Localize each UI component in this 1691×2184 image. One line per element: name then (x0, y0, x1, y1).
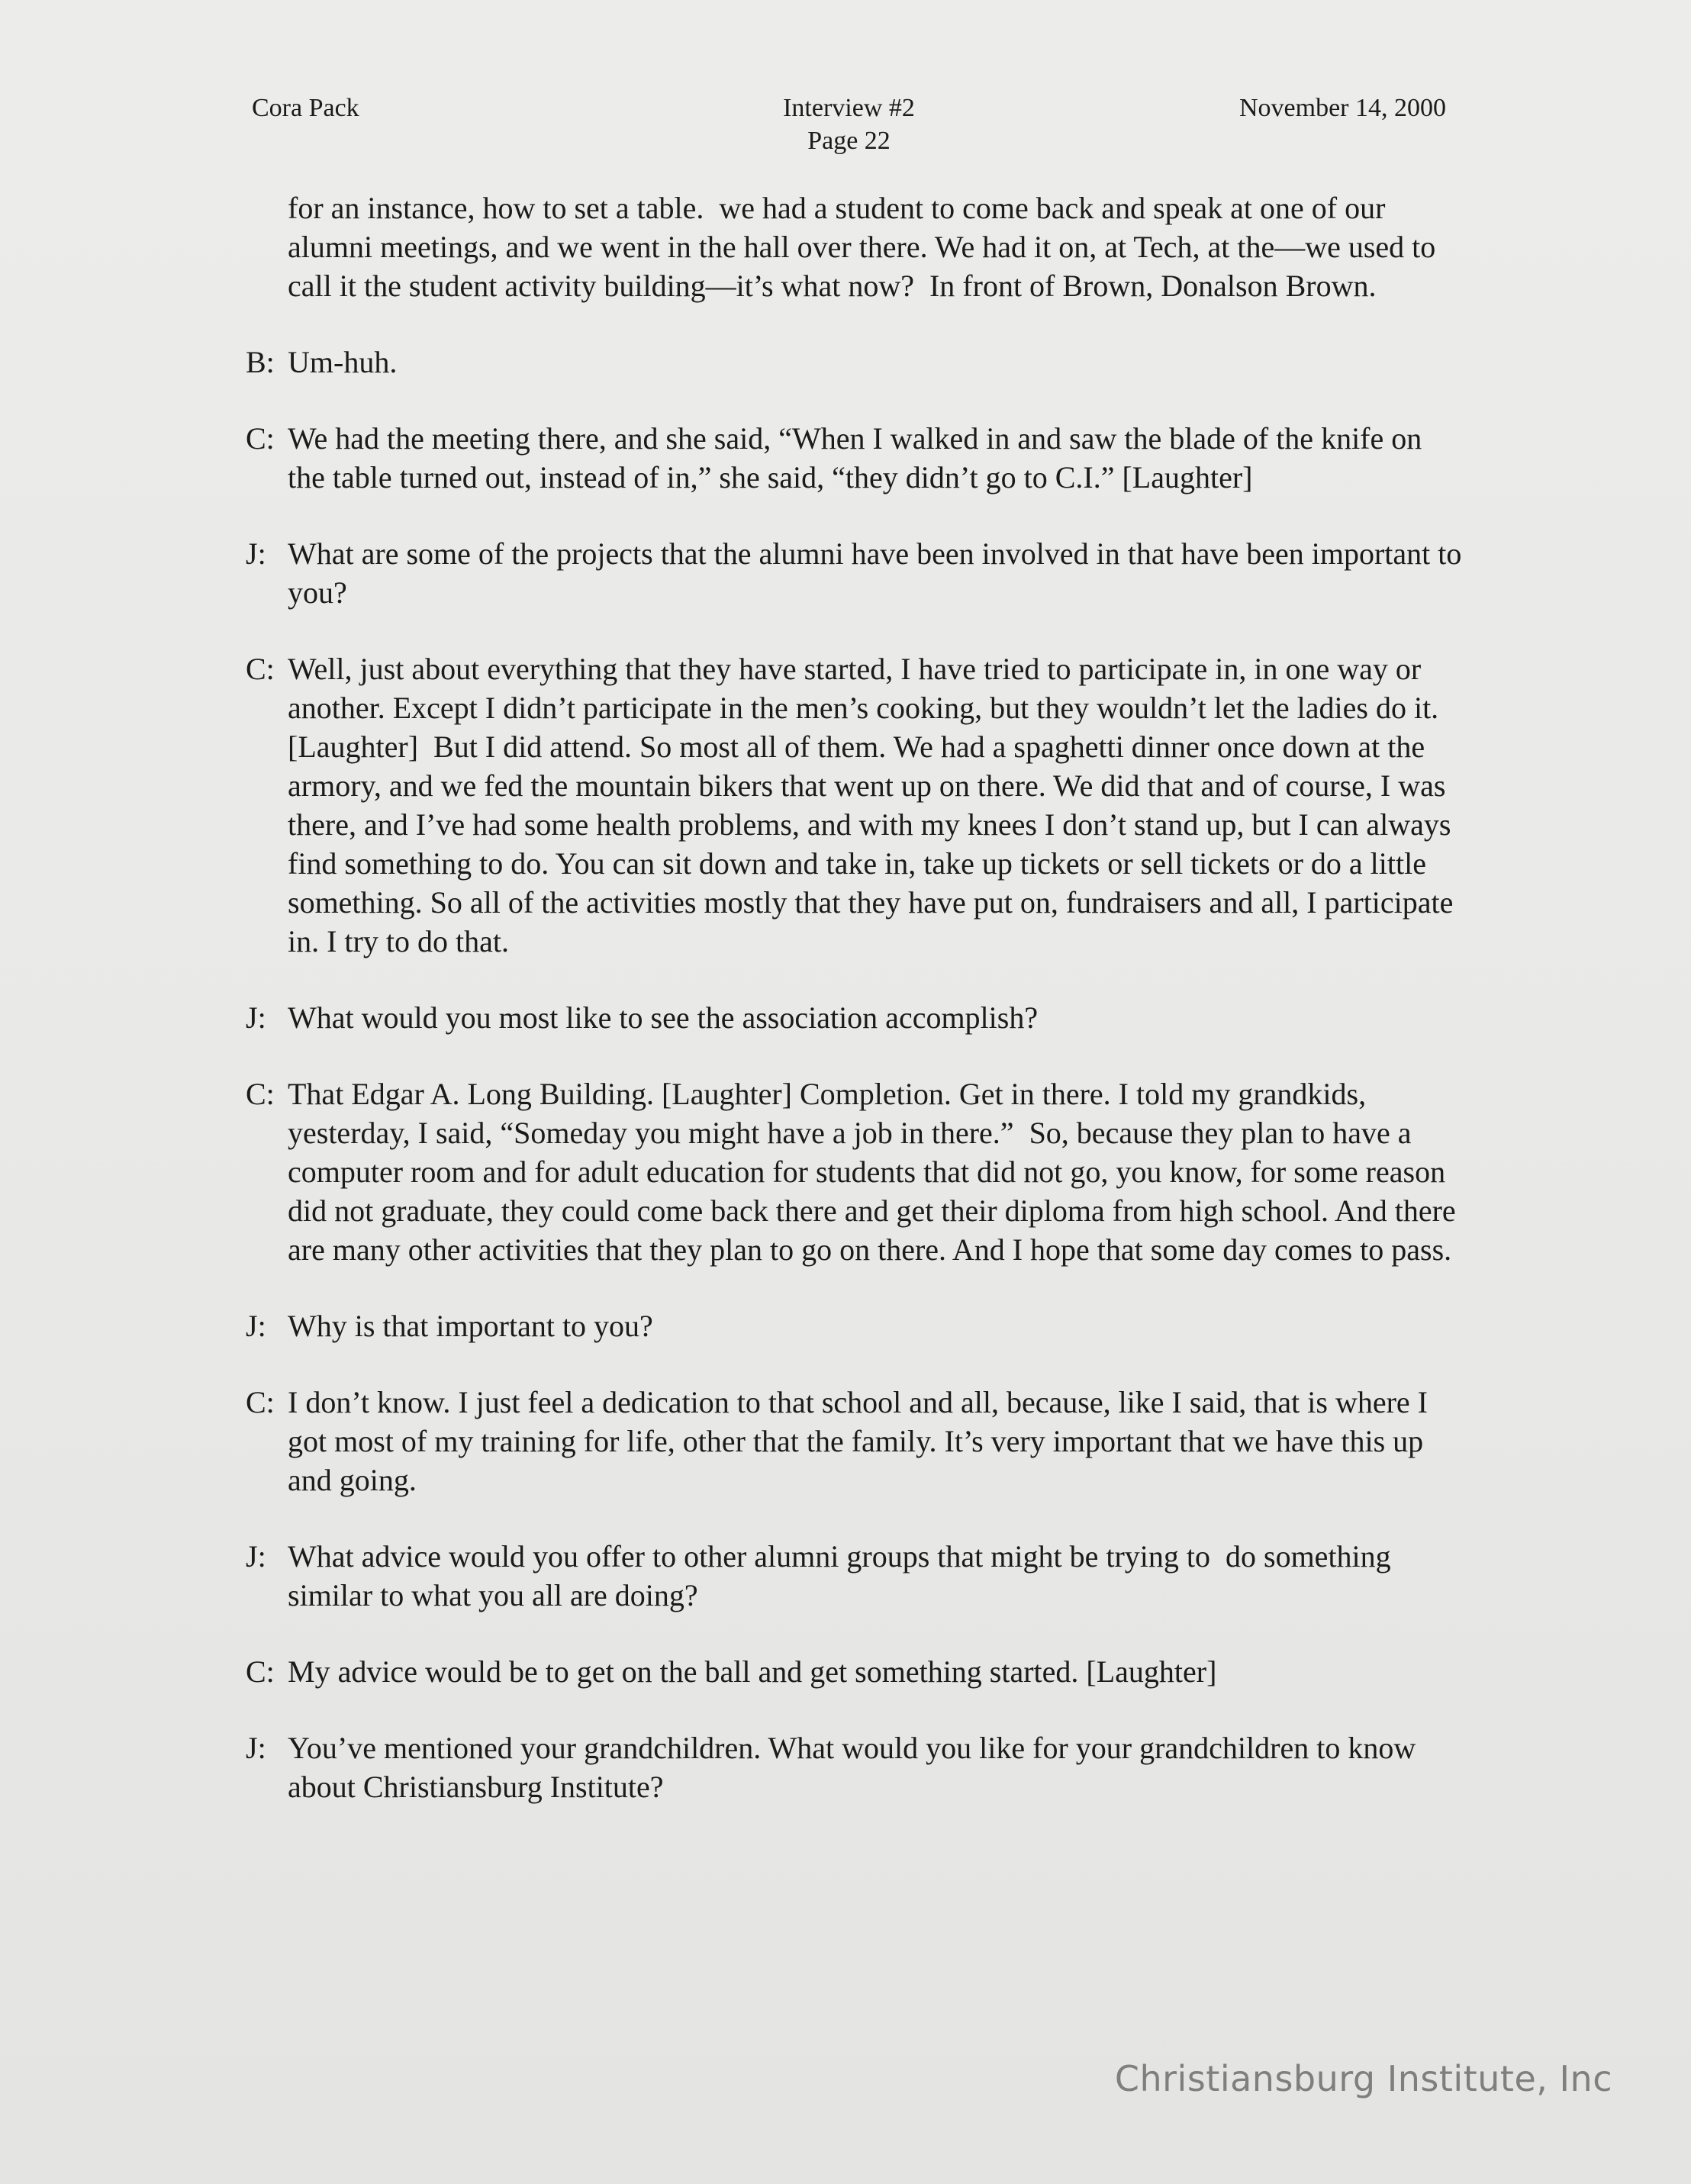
transcript-turn (246, 534, 1470, 612)
speaker-label: C: (246, 421, 275, 456)
speaker-label: C: (246, 1385, 275, 1419)
speaker-label: J: (246, 1731, 266, 1765)
transcript-turn (246, 1728, 1467, 1806)
page-header (252, 92, 1446, 160)
interviewee-name: Cora Pack (252, 94, 359, 122)
speaker-label: C: (246, 1077, 275, 1111)
turn-text: Well, just about everything that they have started, I have tried to participate in, in one way or another. Except I didn’t participate in the men’s cooking, but they wouldn’t let the ladies do it. [Laughter] But I did attend. So most all of them. We had a spaghetti dinner once down at the armory, and we fed the mountain bikers that went up on there. We did that and of course, I was there, and I’ve had some health problems, and with my knees I don’t stand up, but I can always find something to do. You can sit down and take in, take up tickets or sell tickets or do a little something. So all of the activities mostly that they have put on, fundraisers and all, I participate in. I try to do that. (288, 652, 1461, 958)
speaker-label: C: (246, 1654, 275, 1689)
speaker-label: B: (246, 345, 275, 379)
transcript-turn (246, 998, 1467, 1037)
turn-text: What would you most like to see the association accomplish? (288, 1000, 1039, 1035)
transcript-turn (246, 343, 1467, 382)
interview-date: November 14, 2000 (1238, 94, 1446, 122)
speaker-label: J: (246, 1309, 266, 1343)
transcript-turn (246, 1306, 1467, 1345)
speaker-label: J: (246, 1000, 266, 1035)
page-number: Page 22 (807, 127, 891, 155)
turn-text: Um-huh. (288, 345, 398, 379)
turn-text: What are some of the projects that the alumni have been involved in that have been important to you? (288, 536, 1470, 610)
turn-text: What advice would you offer to other alumni groups that might be trying to do something similar to what you all are doing? (288, 1539, 1399, 1612)
transcript-body (246, 188, 1470, 1844)
turn-text: We had the meeting there, and she said, “When I walked in and saw the blade of the knife on the table turned out, instead of in,” she said, “they didn’t go to C.I.” [Laughter] (288, 421, 1430, 494)
turn-text: I don’t know. I just feel a dedication to that school and all, because, like I said, that is where I got most of my training for life, other that the family. It’s very important that we have this up and going. (288, 1385, 1436, 1497)
turn-text: That Edgar A. Long Building. [Laughter] Completion. Get in there. I told my grandkids, yesterday, I said, “Someday you might have a job in there.” So, because they plan to have a computer room and for adult education for students that did not go, you know, for some reason did not graduate, they could come back there and get their diploma from high school. And there are many other activities that they plan to go on there. And I hope that some day comes to pass. (288, 1077, 1464, 1267)
transcript-turn (246, 1383, 1467, 1499)
speaker-label: C: (246, 652, 275, 686)
watermark: Christiansburg Institute, Inc (1114, 2058, 1612, 2099)
speaker-label: J: (246, 1539, 266, 1574)
transcript-turn (246, 419, 1467, 497)
transcript-turn (246, 1074, 1467, 1269)
turn-text: Why is that important to you? (288, 1309, 653, 1343)
continuation-paragraph: for an instance, how to set a table. we had a student to come back and speak at one of our alumni meetings, and we went in the hall over there. We had it on, at Tech, at the—we used to call it the student activity building—it’s what now? In front of Brown, Donalson Brown. (288, 191, 1444, 303)
speaker-label: J: (246, 536, 266, 571)
transcript-turn (246, 649, 1467, 961)
turn-text: You’ve mentioned your grandchildren. What would you like for your grandchildren to know about Christiansburg Institute? (288, 1731, 1424, 1804)
transcript-turn (246, 1652, 1467, 1691)
turn-text: My advice would be to get on the ball and get something started. [Laughter] (288, 1654, 1217, 1689)
interview-number: Interview #2 (783, 94, 915, 122)
transcript-turn (246, 1537, 1467, 1615)
